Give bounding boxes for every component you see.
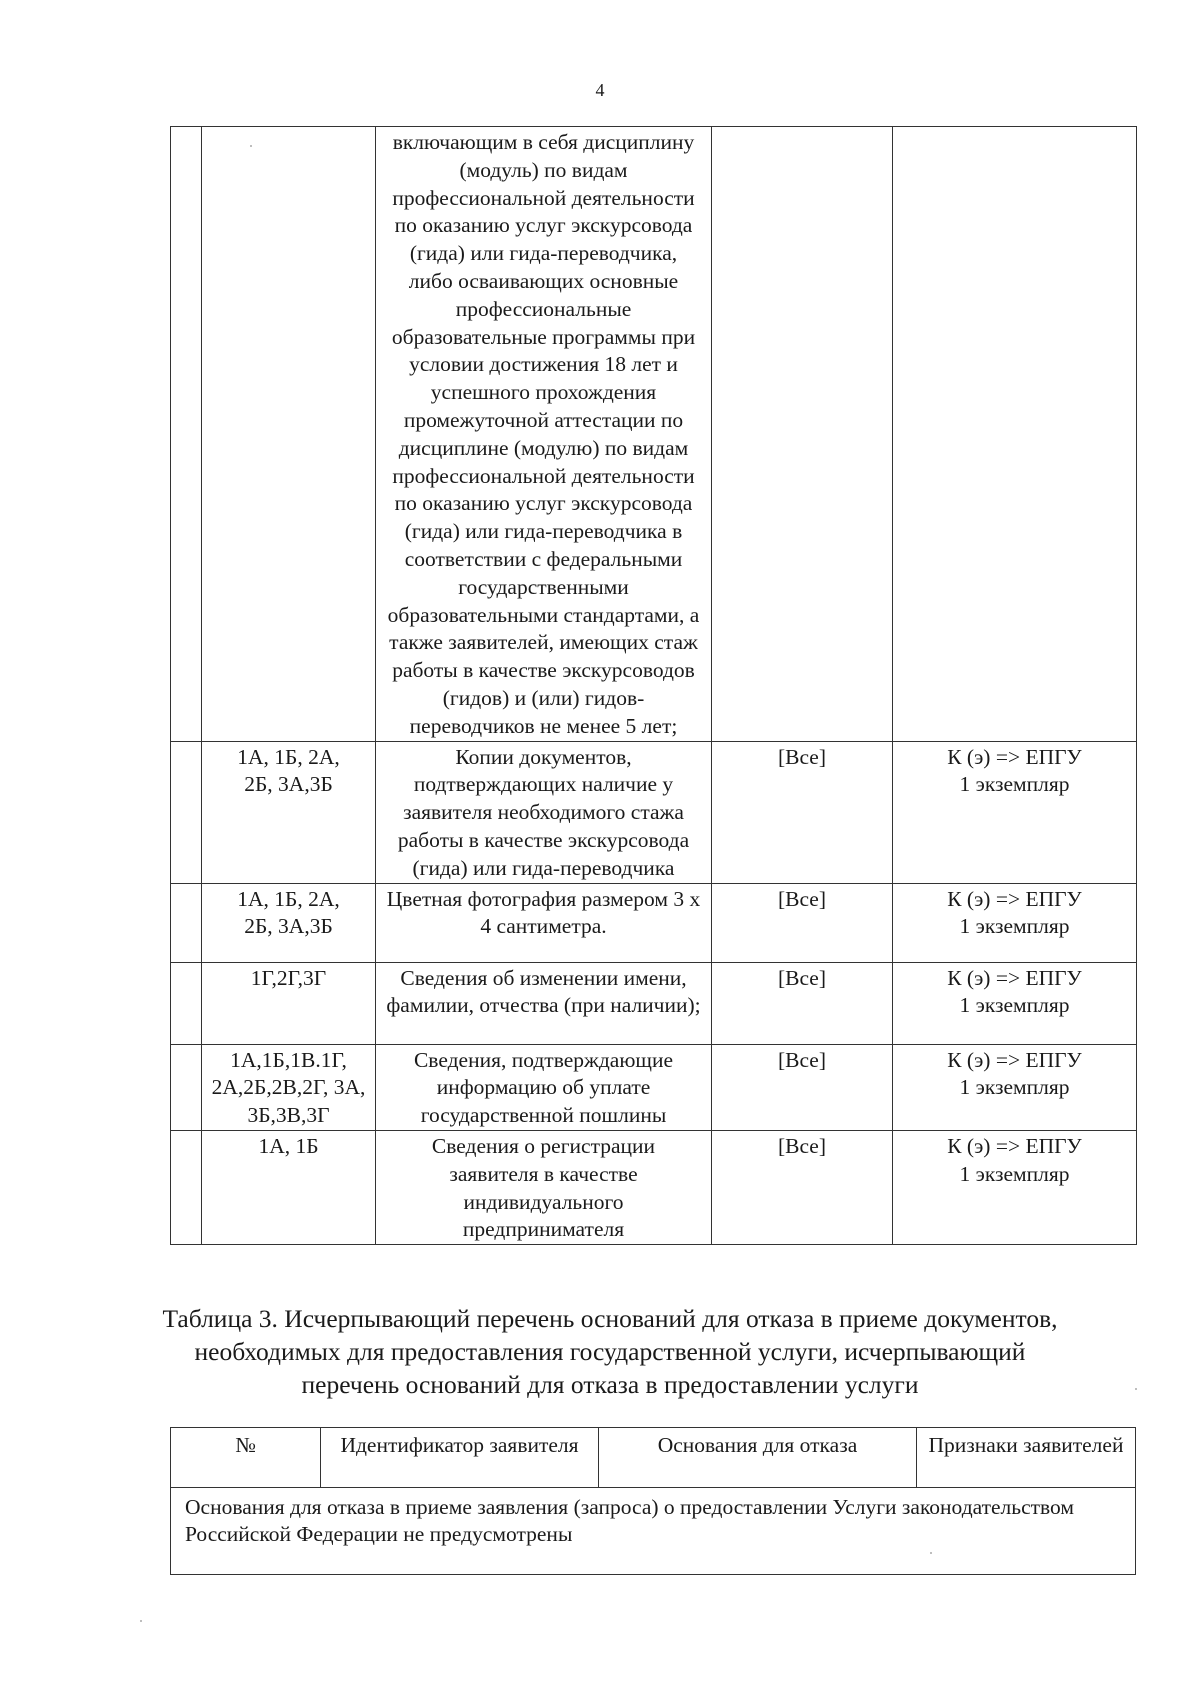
applicant-id-text: 1А, 1Б, 2А, 2Б, 3А,3Б (237, 744, 340, 797)
table-cell (171, 127, 202, 742)
submission-cell (893, 1130, 1137, 1244)
scope-cell (712, 127, 893, 742)
table-row (171, 741, 1137, 883)
applicant-id-cell (202, 741, 376, 883)
table-row (171, 1488, 1136, 1575)
submission-method: К (э) => ЕПГУ (947, 886, 1082, 911)
applicant-id-cell (202, 883, 376, 962)
scan-speck (930, 1552, 932, 1554)
document-description-cell: Цветная фотография размером 3 х 4 сантиметра. (376, 883, 712, 962)
submission-method: К (э) => ЕПГУ (947, 965, 1082, 990)
submission-method: К (э) => ЕПГУ (947, 744, 1082, 769)
scope-cell: [Все] (712, 741, 893, 883)
table-row (171, 1130, 1137, 1244)
scope-cell: [Все] (712, 1130, 893, 1244)
applicant-id-cell: 1Г,2Г,3Г (202, 962, 376, 1044)
applicant-id-text: 1А, 1Б, 2А, 2Б, 3А,3Б (237, 886, 340, 939)
table-row (171, 883, 1137, 962)
table-cell (171, 741, 202, 883)
document-description-cell: Копии документов, подтверждающих наличие у заявителя необходимого стажа работы в качестве экскурсовода (гида) или гида-переводчика (376, 741, 712, 883)
applicant-id-cell: 1А, 1Б (202, 1130, 376, 1244)
scan-speck (1135, 1388, 1137, 1390)
scan-speck (140, 1620, 142, 1622)
header-applicant-id: Идентификатор заявителя (321, 1428, 599, 1488)
copies-count: 1 экземпляр (959, 914, 1070, 939)
scope-cell: [Все] (712, 1044, 893, 1130)
submission-cell (893, 127, 1137, 742)
submission-method: К (э) => ЕПГУ (947, 1047, 1082, 1072)
submission-cell (893, 962, 1137, 1044)
document-description-cell: Сведения об изменении имени, фамилии, отчества (при наличии); (376, 962, 712, 1044)
header-refusal-grounds: Основания для отказа (599, 1428, 917, 1488)
table-header-row (171, 1428, 1136, 1488)
applicant-id-text: 1А,1Б,1В.1Г, 2А,2Б,2В,2Г, 3А, 3Б,3В,3Г (211, 1047, 366, 1128)
header-number: № (171, 1428, 321, 1488)
document-description-cell: включающим в себя дисциплину (модуль) по видам профессиональной деятельности по оказанию услуг экскурсовода (гида) или гида-переводчика, либо осваивающих основные профессиональные образовательные программы при условии достижения 18 лет и успешного прохождения промежуточной аттестации по дисциплине (модулю) по видам профессиональной деятельности по оказанию услуг экскурсовода (гида) или гида-переводчика в соответствии с федеральными государственными образовательными стандартами, а также заявителей, имеющих стаж работы в качестве экскурсоводов (гидов) и (или) гидов-переводчиков не менее 5 лет; (376, 127, 712, 742)
requirements-table (170, 126, 1137, 1245)
copies-count: 1 экземпляр (959, 772, 1070, 797)
document-description-cell: Сведения, подтверждающие информацию об уплате государственной пошлины (376, 1044, 712, 1130)
table-3-caption: Таблица 3. Исчерпывающий перечень оснований для отказа в приеме документов, необходимых для предоставления государственной услуги, исчерпывающий перечень оснований для отказа в предоставлении услуги (162, 1304, 1058, 1399)
table-cell (171, 962, 202, 1044)
header-applicant-signs: Признаки заявителей (917, 1428, 1136, 1488)
scope-cell: [Все] (712, 883, 893, 962)
table-cell (171, 1044, 202, 1130)
refusal-grounds-text: Основания для отказа в приеме заявления (запроса) о предоставлении Услуги законодательством Российской Федерации не предусмотрены (171, 1488, 1136, 1575)
submission-cell (893, 1044, 1137, 1130)
applicant-id-cell (202, 127, 376, 742)
page-number: 4 (595, 80, 605, 100)
table-cell (171, 1130, 202, 1244)
table-row (171, 1044, 1137, 1130)
copies-count: 1 экземпляр (959, 993, 1070, 1018)
submission-cell (893, 883, 1137, 962)
table-row (171, 962, 1137, 1044)
submission-method: К (э) => ЕПГУ (947, 1133, 1082, 1158)
scan-speck (250, 145, 252, 147)
copies-count: 1 экземпляр (959, 1075, 1070, 1100)
document-description-cell: Сведения о регистрации заявителя в качестве индивидуального предпринимателя (376, 1130, 712, 1244)
table-cell (171, 883, 202, 962)
submission-cell (893, 741, 1137, 883)
scope-cell: [Все] (712, 962, 893, 1044)
copies-count: 1 экземпляр (959, 1161, 1070, 1186)
applicant-id-cell (202, 1044, 376, 1130)
refusal-grounds-table (170, 1427, 1136, 1575)
table-row (171, 127, 1137, 742)
